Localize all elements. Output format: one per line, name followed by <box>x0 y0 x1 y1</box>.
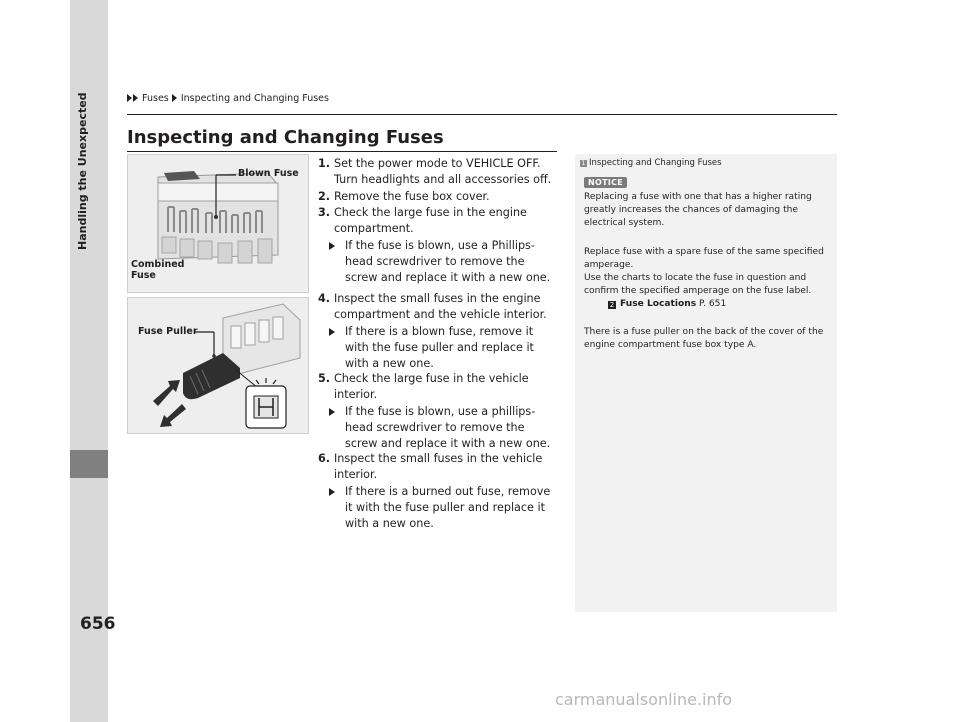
breadcrumb-item-current: Inspecting and Changing Fuses <box>180 93 329 104</box>
step-substep <box>318 238 560 285</box>
step-item <box>318 451 560 483</box>
step-substep <box>318 404 560 451</box>
breadcrumb-item-fuses[interactable]: Fuses <box>142 93 169 104</box>
section-title: Inspecting and Changing Fuses <box>127 127 444 148</box>
step-text: Inspect the small fuses in the vehicle interior. <box>334 452 543 482</box>
side-tab-label-text: Handling the Unexpected <box>76 92 89 250</box>
breadcrumb-arrow-icon <box>133 94 138 102</box>
step-item <box>318 189 560 205</box>
step-number: 2. <box>318 189 331 203</box>
substep-arrow-icon <box>329 328 335 336</box>
reference-page: P. 651 <box>696 299 727 309</box>
fuse-puller-illustration <box>127 297 309 434</box>
side-tab-marker <box>70 450 108 478</box>
step-item <box>318 371 560 403</box>
substep-arrow-icon <box>329 488 335 496</box>
substep-text: If the fuse is blown, use a Phillips-head screwdriver to remove the screw and replace it with a new one. <box>345 238 551 284</box>
breadcrumb <box>127 93 329 104</box>
notes-heading-text: Inspecting and Changing Fuses <box>589 158 722 168</box>
fuse-box-illustration <box>127 154 309 293</box>
step-list <box>318 156 560 531</box>
step-number: 1. <box>318 157 331 170</box>
note-paragraph: Replace fuse with a spare fuse of the same specified amperage. <box>584 247 824 270</box>
step-number: 5. <box>318 372 331 386</box>
breadcrumb-arrow-icon <box>127 94 132 102</box>
step-text: Check the large fuse in the engine compartment. <box>334 206 527 236</box>
label-blown-fuse: Blown Fuse <box>238 168 299 179</box>
page-number: 656 <box>80 614 116 634</box>
cross-reference-link[interactable] <box>584 298 856 311</box>
title-rule <box>127 151 557 152</box>
note-number-icon: 1 <box>581 160 586 167</box>
step-number: 6. <box>318 452 331 466</box>
step-item <box>318 156 560 188</box>
step-item <box>318 291 560 323</box>
step-number: 4. <box>318 292 331 306</box>
breadcrumb-arrow-icon <box>172 94 177 102</box>
side-tab-label <box>76 90 96 250</box>
substep-arrow-icon <box>329 242 335 250</box>
substep-text: If there is a burned out fuse, remove it with the fuse puller and replace it with a new one. <box>345 484 551 530</box>
header-rule <box>127 114 837 115</box>
note-paragraph: There is a fuse puller on the back of the cover of the engine compartment fuse box type A. <box>584 327 824 350</box>
step-substep <box>318 484 560 531</box>
label-combined-fuse: Combined Fuse <box>131 259 185 281</box>
step-number: 3. <box>318 206 331 220</box>
step-text: Set the power mode to VEHICLE OFF. Turn headlights and all accessories off. <box>334 157 552 186</box>
step-text: Inspect the small fuses in the engine compartment and the vehicle interior. <box>334 292 547 322</box>
step-substep <box>318 324 560 371</box>
step-item <box>318 205 560 237</box>
notice-text: Replacing a fuse with one that has a higher rating greatly increases the chances of damaging the electrical system. <box>584 192 812 228</box>
label-fuse-puller: Fuse Puller <box>138 326 198 337</box>
substep-text: If the fuse is blown, use a phillips-head screwdriver to remove the screw and replace it with a new one. <box>345 404 551 450</box>
fuse-puller-drawing <box>128 298 308 433</box>
step-text: Remove the fuse box cover. <box>334 189 490 203</box>
reference-arrow-icon: 2 <box>609 301 615 309</box>
step-text: Check the large fuse in the vehicle interior. <box>334 372 529 402</box>
substep-text: If there is a blown fuse, remove it with the fuse puller and replace it with a new one. <box>345 324 534 370</box>
notes-heading <box>580 158 722 168</box>
reference-title[interactable]: Fuse Locations <box>620 299 697 309</box>
note-paragraph: Use the charts to locate the fuse in question and confirm the specified amperage on the fuse label. <box>584 273 812 296</box>
substep-arrow-icon <box>329 408 335 416</box>
watermark: carmanualsonline.info <box>555 690 733 709</box>
notice-badge: NOTICE <box>584 177 627 188</box>
